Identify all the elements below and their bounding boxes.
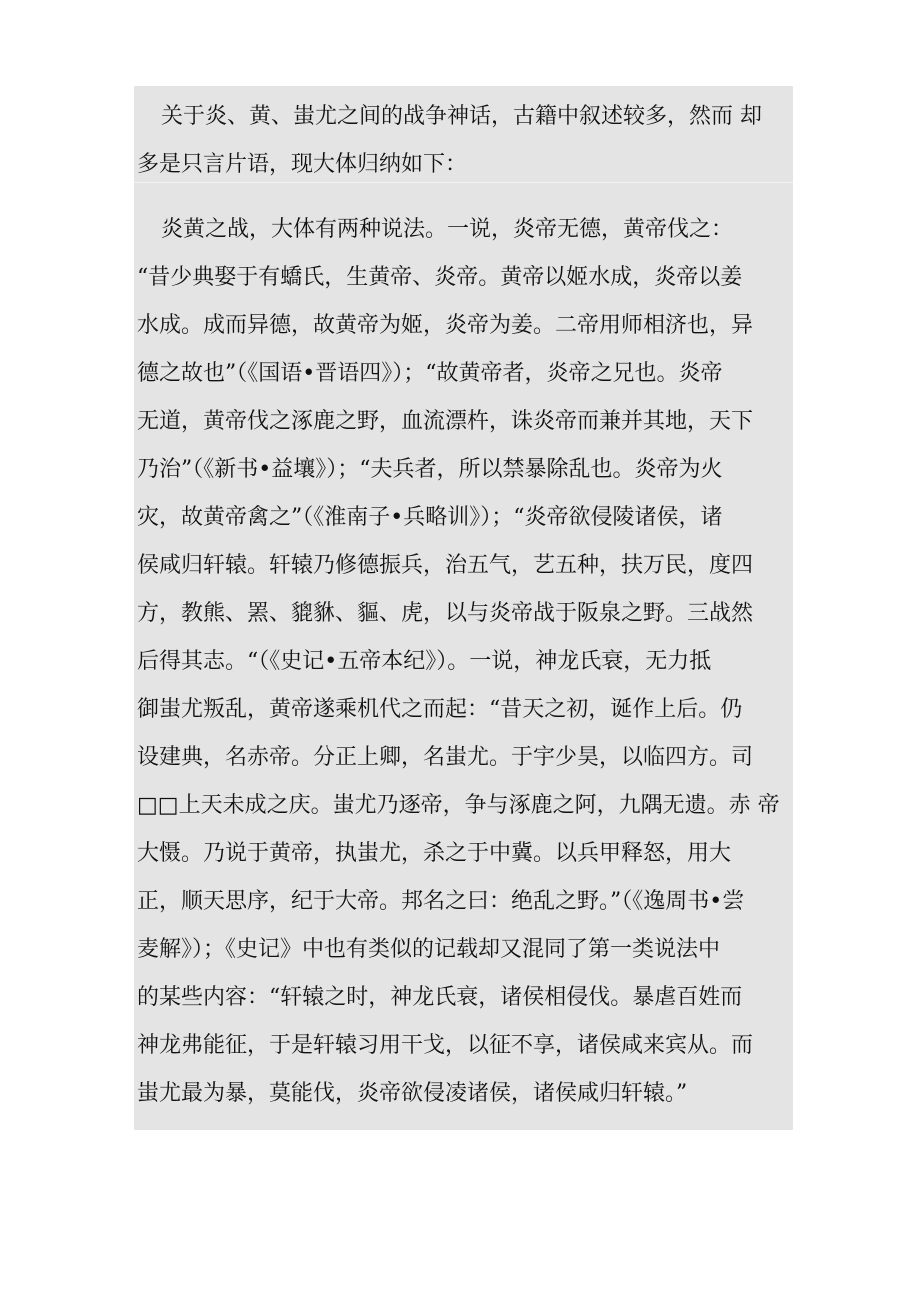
- paragraph-2-line-8: 侯咸归轩辕。轩辕乃修德振兵，治五气，艺五种，扶万民，度四: [137, 553, 754, 578]
- paragraph-2-line-14: 大慑。乃说于黄帝，执蚩尤，杀之于中冀。以兵甲释怒，用大: [137, 841, 732, 866]
- paragraph-2-line-15: 正，顺天思序，纪于大帝。邦名之曰：绝乱之野。”（《逸周书•尝: [137, 889, 745, 914]
- paragraph-2-line-4: 德之故也”（《国语•晋语四》）；“故黄帝者，炎帝之兄也。炎帝: [137, 361, 723, 386]
- paragraph-2-line-11: 御蚩尤叛乱，黄帝遂乘机代之而起：“昔天之初，诞作上后。仍: [137, 697, 743, 722]
- paragraph-2-line-17: 的某些内容：“轩辕之时，神龙氏衰，诸侯相侵伐。暴虐百姓而: [137, 985, 743, 1010]
- paragraph-2-line-1: 炎黄之战，大体有两种说法。一说，炎帝无德，黄帝伐之：: [161, 217, 734, 242]
- paragraph-2-line-10: 后得其志。“（《史记•五帝本纪》）。一说，神龙氏衰，无力抵: [137, 649, 712, 674]
- paragraph-2-line-9: 方，教熊、罴、貔貅、貙、虎，以与炎帝战于阪泉之野。三战然: [137, 601, 754, 626]
- paragraph-2-line-19: 蚩尤最为暴，莫能伐，炎帝欲侵凌诸侯，诸侯咸归轩辕。”: [137, 1081, 688, 1106]
- paragraph-2-line-16: 麦解》）；《史记》中也有类似的记载却又混同了第一类说法中: [137, 937, 721, 962]
- paragraph-1-line-1: 关于炎、黄、蚩尤之间的战争神话，古籍中叙述较多，然而 却: [161, 104, 762, 129]
- paragraph-2-line-2: “昔少典娶于有蟜氏，生黄帝、炎帝。黄帝以姬水成，炎帝以姜: [137, 265, 743, 290]
- paragraph-1-line-2: 多是只言片语，现大体归纳如下：: [137, 152, 468, 177]
- paragraph-2-line-7: 灾，故黄帝禽之”（《淮南子•兵略训》）；“炎帝欲侵陵诸侯，诸: [137, 505, 723, 530]
- text-block: [134, 86, 793, 1130]
- paragraph-2-line-6: 乃治”（《新书•益壤》）；“夫兵者，所以禁暴除乱也。炎帝为火: [137, 457, 723, 482]
- paragraph-2-line-3: 水成。成而异德，故黄帝为姬，炎帝为姜。二帝用师相济也，异: [137, 313, 754, 338]
- paragraph-2-line-18: 神龙弗能征，于是轩辕习用干戈，以征不享，诸侯咸来宾从。而: [137, 1033, 754, 1058]
- paragraph-2-line-12: 设建典，名赤帝。分正上卿，名蚩尤。于宇少昊，以临四方。司: [137, 745, 754, 770]
- paragraph-2-line-5: 无道，黄帝伐之涿鹿之野，血流漂杵，诛炎帝而兼并其地，天下: [137, 409, 754, 434]
- paragraph-2-line-13: □□上天未成之庆。蚩尤乃逐帝，争与涿鹿之阿，九隅无遗。赤 帝: [137, 793, 780, 818]
